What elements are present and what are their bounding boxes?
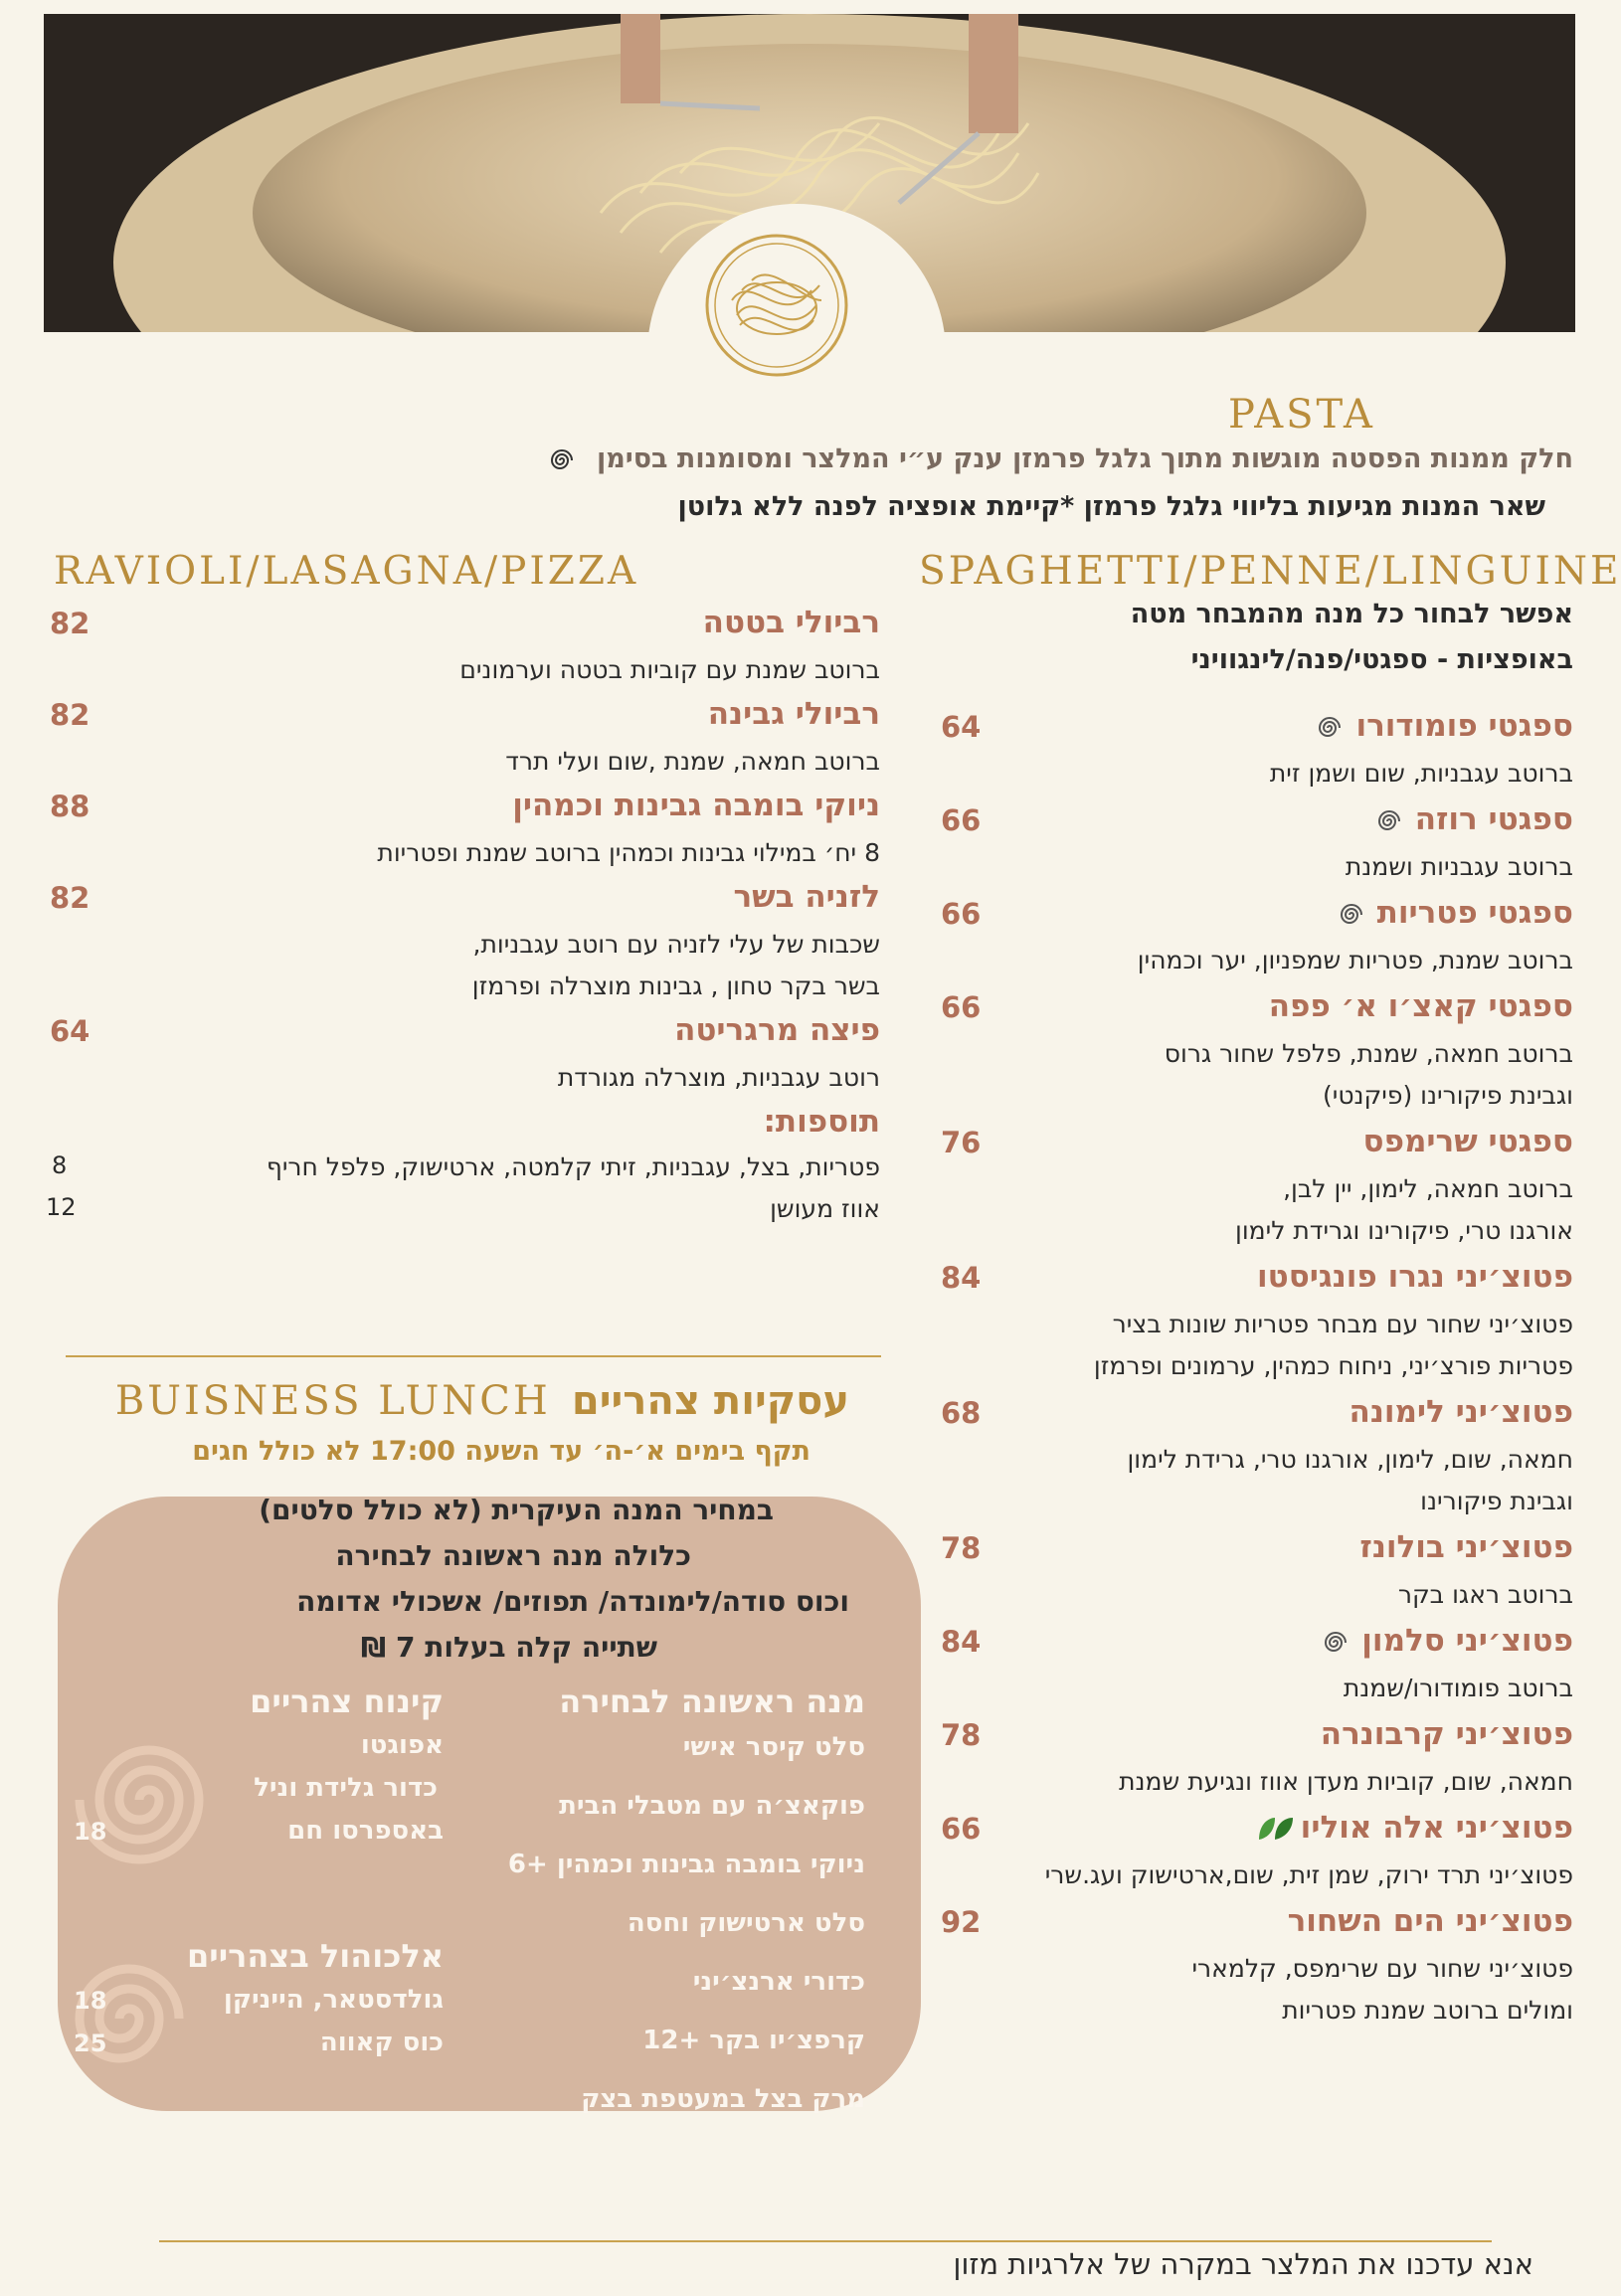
spaghetti-item-price: 66 bbox=[941, 1812, 982, 1846]
pasta-title: PASTA bbox=[1228, 392, 1375, 438]
lunch-title-he: עסקיות צהריים bbox=[571, 1378, 849, 1424]
lunch-box-line-4: שתייה קלה בעלות 7 ₪ bbox=[360, 1631, 657, 1664]
spaghetti-title: SPAGHETTI/PENNE/LINGUINE bbox=[919, 549, 1621, 594]
ravioli-item-desc: בשר בקר טחון , גבינות מוצרלה ופרמזן bbox=[471, 971, 880, 1000]
alcohol-title: אלכוהול בצהריים bbox=[186, 1937, 444, 1975]
spaghetti-item-desc: ברוטב ראגו בקר bbox=[1397, 1580, 1573, 1609]
lunch-validity: תקף בימים א׳-ה׳ עד השעה 17:00 לא כולל חגים bbox=[192, 1436, 810, 1467]
addons-title: תוספות: bbox=[763, 1104, 880, 1140]
spaghetti-item-desc: ברוטב שמנת, פטריות שמפניון, יער וכמהין bbox=[1137, 946, 1573, 974]
spaghetti-item-price: 92 bbox=[941, 1905, 982, 1939]
divider bbox=[66, 1355, 881, 1357]
spaghetti-item-desc: אורגנו טרי, פיקורינו וגרידת לימון bbox=[1235, 1216, 1573, 1245]
spaghetti-item-desc: ומולים ברוטב שמנת פטריות bbox=[1282, 1996, 1573, 2025]
lunch-box-line-3: וכוס סודה/לימונדה/ תפוזים/ אשכולי אדומה bbox=[296, 1585, 849, 1618]
first-course-item: פוקאצ׳ה עם מטבלי הבית bbox=[559, 1791, 865, 1821]
spaghetti-item-desc: פטוצ׳יני שחור עם מבחר פטריות שונות בציר bbox=[1112, 1310, 1573, 1338]
lunch-heading bbox=[115, 1378, 849, 1424]
spaghetti-item-price: 78 bbox=[941, 1531, 982, 1565]
spiral-icon bbox=[1316, 714, 1344, 742]
spaghetti-item-name: פטוצ׳יני סלמון bbox=[1322, 1623, 1573, 1659]
spaghetti-item-name: ספגטי קאצ׳ו א׳ פפה bbox=[1268, 988, 1573, 1024]
spaghetti-item-desc: פטריות פורצ׳יני, ניחוח כמהין, ערמונים ופרמזן bbox=[1093, 1351, 1573, 1380]
pasta-logo-icon bbox=[702, 231, 851, 380]
ravioli-item-desc: שכבות של עלי לזניה עם רוטב עגבניות, bbox=[472, 930, 880, 959]
addon-price-1: 8 bbox=[52, 1151, 68, 1179]
ravioli-item-price: 82 bbox=[50, 881, 90, 915]
lunch-title-en: BUISNESS LUNCH bbox=[114, 1378, 551, 1424]
spiral-icon bbox=[1375, 807, 1403, 835]
spaghetti-item-name: ספגטי פומודורו bbox=[1316, 708, 1573, 744]
first-course-item: סלט קיסר אישי bbox=[682, 1732, 865, 1762]
spaghetti-intro-line1: אפשר לבחור כל מנה מהמבחר מטה bbox=[1130, 599, 1573, 629]
spaghetti-item-name: ספגטי שרימפס bbox=[1362, 1124, 1573, 1159]
spaghetti-item-desc: ברוטב חמאה, שמנת, פלפל שחור גרוס bbox=[1164, 1039, 1573, 1068]
spaghetti-item-desc: ברוטב חמאה, לימון, יין לבן, bbox=[1283, 1174, 1573, 1203]
spaghetti-item-price: 64 bbox=[941, 710, 982, 744]
spaghetti-item-name: ספגטי פטריות bbox=[1338, 895, 1573, 931]
ravioli-item-price: 88 bbox=[50, 790, 90, 823]
spaghetti-item-name: פטוצ׳יני אלה אוליו bbox=[1255, 1810, 1573, 1846]
dessert-item-1: אפוגטו bbox=[360, 1730, 444, 1760]
spiral-icon bbox=[1338, 901, 1365, 929]
footer-allergy-note: אנא עדכנו את המלצר במקרה של אלרגיות מזון bbox=[953, 2247, 1533, 2281]
spaghetti-item-price: 66 bbox=[941, 990, 982, 1024]
spaghetti-item-desc: וגבינת פיקורינו bbox=[1420, 1487, 1573, 1515]
first-course-item: קרפצ׳יו בקר +12 bbox=[642, 2026, 865, 2055]
addon-price-2: 12 bbox=[46, 1193, 77, 1221]
pasta-note-line1 bbox=[548, 443, 1573, 474]
ravioli-item-desc: ברוטב חמאה, שמנת ,שום ועלי תרד bbox=[505, 747, 880, 776]
spaghetti-item-name: פטוצ׳יני בולונז bbox=[1359, 1529, 1573, 1565]
ravioli-item-name: לזניה בשר bbox=[733, 879, 880, 915]
pasta-note-text: חלק ממנות הפסטה מוגשות מתוך גלגל פרמזן ענק ע״י המלצר ומסומנות בסימן bbox=[596, 443, 1573, 474]
ravioli-title: RAVIOLI/LASAGNA/PIZZA bbox=[54, 549, 639, 594]
spaghetti-item-name: פטוצ׳יני נגרו פונגיסטו bbox=[1257, 1259, 1573, 1295]
first-course-item: כדורי ארנצ׳יני bbox=[692, 1967, 865, 1997]
first-course-title: מנה ראשונה לבחירה bbox=[559, 1682, 865, 1720]
spaghetti-intro-line2: באופציות - ספגטי/פנה/לינגוויני bbox=[1190, 644, 1573, 675]
ravioli-item-name: ניוקי בומבה גבינות וכמהין bbox=[512, 788, 880, 823]
ravioli-item-desc: רוטב עגבניות, מוצרלה מגורדת bbox=[557, 1063, 880, 1092]
spaghetti-item-desc: חמאה, שום, קוביות מעדן אווז ונגיעת שמנת bbox=[1119, 1767, 1573, 1796]
addon-line-2: אווז מעושן bbox=[770, 1194, 880, 1223]
spaghetti-item-price: 66 bbox=[941, 897, 982, 931]
spaghetti-item-name: פטוצ׳יני לימונה bbox=[1349, 1394, 1573, 1430]
first-course-item: ניוקי בומבה גבינות וכמהין +6 bbox=[507, 1850, 865, 1879]
first-course-item: סלט ארטישוק וחסה bbox=[627, 1908, 865, 1938]
spaghetti-item-price: 66 bbox=[941, 803, 982, 837]
spaghetti-item-price: 84 bbox=[941, 1261, 982, 1295]
ravioli-item-price: 82 bbox=[50, 607, 90, 640]
spaghetti-item-price: 76 bbox=[941, 1126, 982, 1159]
spaghetti-item-name: ספגטי רוזה bbox=[1375, 801, 1573, 837]
ravioli-item-price: 64 bbox=[50, 1014, 90, 1048]
spaghetti-item-desc: חמאה, שום, לימון, אורגנו טרי, גרידת לימון bbox=[1127, 1445, 1573, 1474]
spiral-decoration-icon bbox=[40, 1690, 259, 2108]
dessert-title: קינוח צהריים bbox=[250, 1682, 444, 1720]
ravioli-item-desc: 8 יח׳ במילוי גבינות וכמהין ברוטב שמנת ופטריות bbox=[377, 838, 880, 867]
dessert-item-2: כדור גלידת וניל bbox=[254, 1773, 438, 1803]
spaghetti-item-desc: ברוטב עגבניות ושמנת bbox=[1345, 852, 1573, 881]
spaghetti-item-desc: פטוצ׳יני תרד ירוק, שמן זית, שום,ארטישוק ועג.שרי bbox=[1044, 1860, 1573, 1889]
dessert-price: 18 bbox=[74, 1818, 107, 1846]
lunch-box-line-1: במחיר המנה העיקרית (לא כולל סלטים) bbox=[259, 1494, 774, 1526]
ravioli-item-price: 82 bbox=[50, 698, 90, 732]
alcohol-item-2: כוס קאווה bbox=[319, 2028, 444, 2057]
spaghetti-item-price: 84 bbox=[941, 1625, 982, 1659]
spaghetti-item-price: 68 bbox=[941, 1396, 982, 1430]
spaghetti-item-desc: פטוצ׳יני שחור עם שרימפס, קלמארי bbox=[1191, 1954, 1573, 1983]
alcohol-price-1: 18 bbox=[74, 1987, 107, 2015]
alcohol-price-2: 25 bbox=[74, 2030, 107, 2057]
spaghetti-item-name: פטוצ׳יני הים השחור bbox=[1287, 1903, 1573, 1939]
ravioli-item-name: רביולי גבינה bbox=[707, 696, 880, 732]
alcohol-item-1: גולדסטאר, הייניקן bbox=[223, 1985, 444, 2015]
spiral-icon bbox=[1322, 1629, 1350, 1657]
leaf-icon bbox=[1255, 1816, 1295, 1844]
lunch-box-line-2: כלולה מנה ראשונה לבחירה bbox=[335, 1539, 691, 1572]
first-course-item: מרק בצל במעטפת בצק bbox=[581, 2084, 865, 2114]
spaghetti-item-name: פטוצ׳יני קרבונרה bbox=[1320, 1716, 1573, 1752]
footer-divider bbox=[159, 2240, 1492, 2242]
spaghetti-item-desc: וגבינת פיקורינו (פיקנטי) bbox=[1322, 1081, 1573, 1110]
spaghetti-item-price: 78 bbox=[941, 1718, 982, 1752]
spaghetti-item-desc: ברוטב פומודורו/שמנת bbox=[1343, 1674, 1573, 1702]
ravioli-item-name: רביולי בטטה bbox=[702, 605, 880, 640]
dessert-item-3: באספרסו חם bbox=[287, 1816, 444, 1846]
addon-line-1: פטריות, בצל, עגבניות, זיתי קלמטה, ארטישוק, פלפל חריף bbox=[266, 1152, 880, 1181]
spaghetti-item-desc: ברוטב עגבניות, שום ושמן זית bbox=[1269, 759, 1573, 788]
pasta-note-line2: שאר המנות מגיעות בליווי גלגל פרמזן *קיימת אופציה לפנה ללא גלוטן bbox=[677, 491, 1545, 522]
spiral-icon bbox=[548, 446, 576, 474]
ravioli-item-name: פיצה מרגריטה bbox=[674, 1012, 880, 1048]
ravioli-item-desc: ברוטב שמנת עם קוביות בטטה וערמונים bbox=[459, 655, 880, 684]
